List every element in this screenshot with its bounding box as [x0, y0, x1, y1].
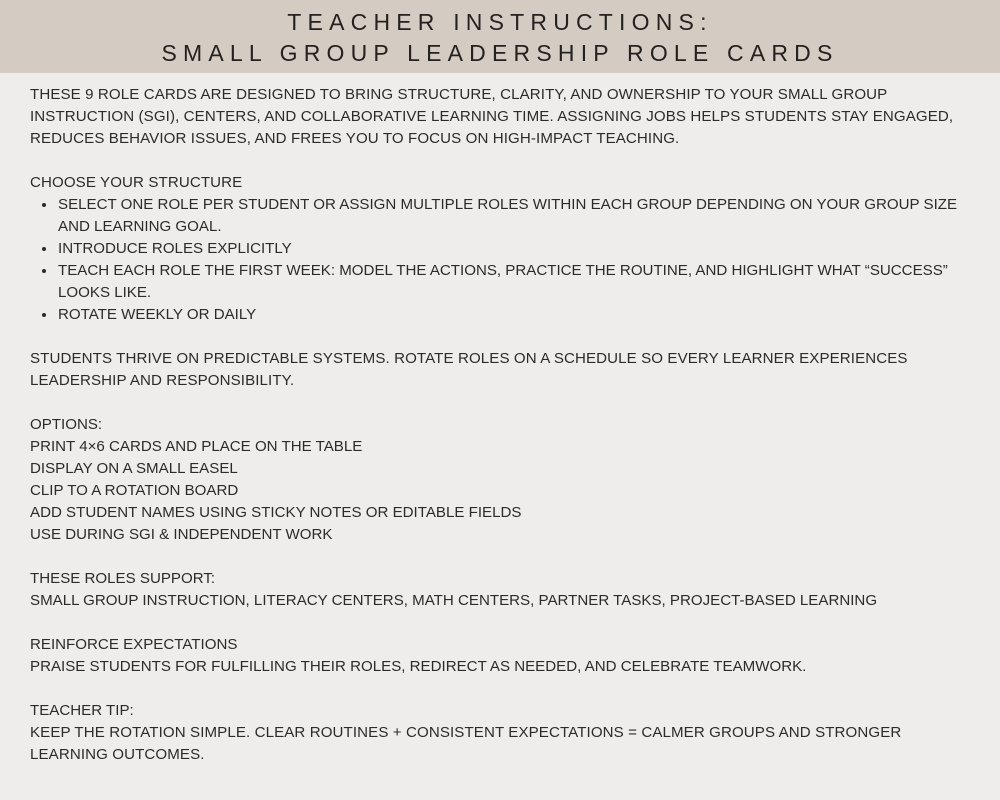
reinforce-text: PRAISE STUDENTS FOR FULFILLING THEIR ROLES, REDIRECT AS NEEDED, AND CELEBRATE TEAMWORK.: [30, 658, 807, 675]
spacer: [30, 678, 978, 700]
spacer: [30, 326, 978, 348]
list-item: ADD STUDENT NAMES USING STICKY NOTES OR EDITABLE FIELDS: [30, 504, 522, 521]
intro-paragraph: THESE 9 ROLE CARDS ARE DESIGNED TO BRING STRUCTURE, CLARITY, AND OWNERSHIP TO YOUR SMALL GROUP INSTRUCTION (SGI), CENTERS, AND COLLABORATIVE LEARNING TIME. ASSIGNING JOBS HELPS STUDENTS STAY ENGAGED, REDUCES BEHAVIOR ISSUES, AND FREES YOU TO FOCUS ON HIGH-IMPACT TEACHING.: [30, 86, 954, 147]
rotation-paragraph: STUDENTS THRIVE ON PREDICTABLE SYSTEMS. ROTATE ROLES ON A SCHEDULE SO EVERY LEARNER EXPERIENCES LEADERSHIP AND RESPONSIBILITY.: [30, 350, 908, 389]
spacer: [30, 392, 978, 414]
header-band: [0, 0, 1000, 73]
structure-heading: CHOOSE YOUR STRUCTURE: [30, 174, 243, 191]
list-item: TEACH EACH ROLE THE FIRST WEEK: MODEL THE ACTIONS, PRACTICE THE ROUTINE, AND HIGHLIGHT WHAT “SUCCESS” LOOKS LIKE.: [30, 260, 978, 304]
list-item: USE DURING SGI & INDEPENDENT WORK: [30, 526, 333, 543]
page-title-line-1: TEACHER INSTRUCTIONS:: [287, 9, 713, 35]
spacer: [30, 546, 978, 568]
list-item: PRINT 4×6 CARDS AND PLACE ON THE TABLE: [30, 438, 363, 455]
instructions-body: [0, 73, 1000, 766]
reinforce-heading: REINFORCE EXPECTATIONS: [30, 636, 238, 653]
list-item: ROTATE WEEKLY OR DAILY: [30, 304, 978, 326]
teacher-tip-block: [30, 700, 978, 766]
supports-block: [30, 568, 978, 612]
reinforce-block: [30, 634, 978, 678]
page-title-line-2: SMALL GROUP LEADERSHIP ROLE CARDS: [161, 40, 839, 66]
teacher-tip-text: KEEP THE ROTATION SIMPLE. CLEAR ROUTINES + CONSISTENT EXPECTATIONS = CALMER GROUPS AND STRONGER LEARNING OUTCOMES.: [30, 724, 902, 763]
teacher-tip-heading: TEACHER TIP:: [30, 702, 134, 719]
list-item: SELECT ONE ROLE PER STUDENT OR ASSIGN MULTIPLE ROLES WITHIN EACH GROUP DEPENDING ON YOUR GROUP SIZE AND LEARNING GOAL.: [30, 194, 978, 238]
supports-heading: THESE ROLES SUPPORT:: [30, 570, 216, 587]
supports-text: SMALL GROUP INSTRUCTION, LITERACY CENTERS, MATH CENTERS, PARTNER TASKS, PROJECT-BASED LEARNING: [30, 592, 878, 609]
spacer: [30, 150, 978, 172]
spacer: [30, 612, 978, 634]
list-item: INTRODUCE ROLES EXPLICITLY: [30, 238, 978, 260]
structure-bullet-list: [30, 194, 978, 326]
list-item: DISPLAY ON A SMALL EASEL: [30, 460, 238, 477]
options-block: [30, 414, 978, 546]
list-item: CLIP TO A ROTATION BOARD: [30, 482, 239, 499]
options-heading: OPTIONS:: [30, 416, 103, 433]
